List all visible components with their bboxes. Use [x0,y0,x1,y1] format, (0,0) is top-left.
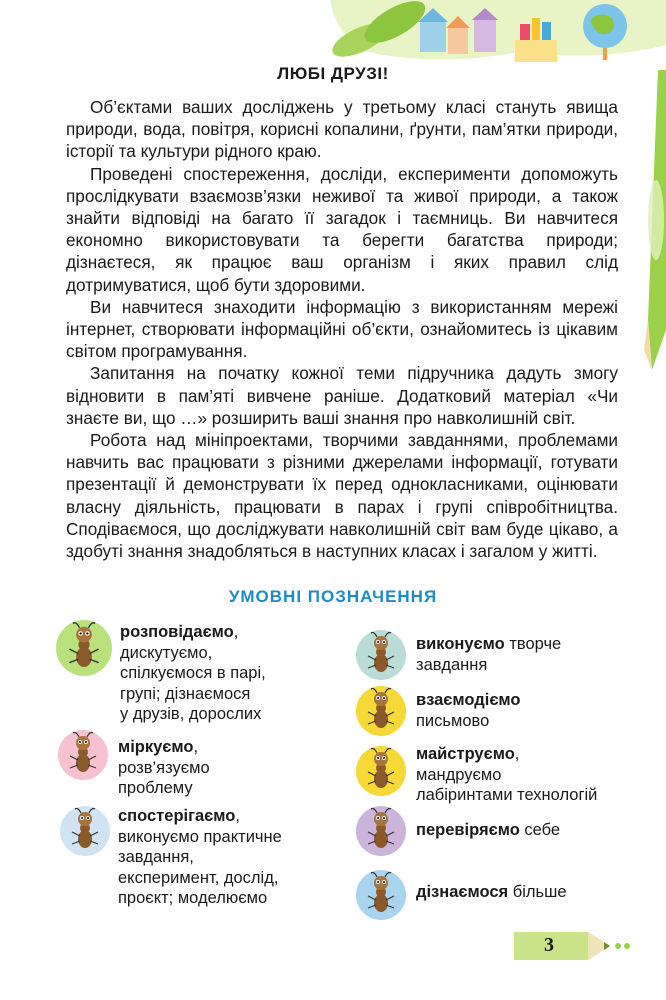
ants-talking-icon [56,620,112,676]
legend-item-think: міркуємо, розв’язуємо проблему [118,738,210,797]
ant-magnifier-icon [60,806,110,856]
legend-item-craft: майструємо, мандруємо лабіринтами технологій [416,745,598,804]
ant-check-icon [356,806,406,856]
legend-item-create: виконуємо творче завдання [416,635,562,674]
page-number: 3 [544,934,554,956]
paragraph: Ви навчитеся знаходити інформацію з використанням мережі інтернет, створювати інформаційні об’єкти, ознайомитесь із цікавим світом програмування. [66,296,618,362]
paragraph: Проведені спостереження, досліди, експерименти допоможуть прослідкувати взаємозв’язки неживої та живої природи, а також знайти відповіді на багато її загадок і таємниць. Ви навчитеся економно використовувати та берегти багатства природи; дізнаєтеся, як працює ваш організм і яких правил слід дотримуватися, щоб бути здоровими. [66,163,618,295]
paragraph: Запитання на початку кожної теми підручника дадуть змогу відновити в пам’яті вивчене раніше. Додатковий матеріал «Чи знаєте ви, що …» розширить ваші знання про навколишній світ. [66,363,618,428]
ant-thinking-icon [58,730,108,780]
ant-writing-icon [356,686,406,736]
legend-item-talk: розповідаємо, дискутуємо, спілкуємося в парі, групі; дізнаємося у друзів, дорослих [120,623,266,723]
legend-item-observe: спостерігаємо, виконуємо практичне завдання, експеримент, дослід, проєкт; моделюємо [118,807,282,907]
page-number-pencil [514,928,634,964]
legend-item-learn: дізнаємося більше [416,883,567,901]
legend-item-write: взаємодіємо письмово [416,691,521,730]
legend-item-check: перевіряємо себе [416,821,561,839]
paragraph: Об’єктами ваших досліджень у третьому класі стануть явища природи, вода, повітря, корисні копалини, ґрунти, пам’ятки природи, історії та культури рідного краю. [66,97,618,162]
page-title: ЛЮБІ ДРУЗІ! [277,64,389,83]
ant-creative-icon [356,630,406,680]
ant-tablet-icon [356,870,406,920]
ant-tools-icon [356,746,406,796]
paragraph: Робота над мініпроектами, творчими завданнями, проблемами навчить вас працювати з різними джерелами інформації, готувати презентації й демонструвати їх перед однокласниками, оцінювати власну діяльність, працювати в парах і групі співробітництва. Сподіваємося, що досліджувати навколишній світ вам буде цікаво, а здобуті знання знадобляться в наступних класах і загалом у житті. [66,430,618,562]
intro-text [66,96,618,562]
legend-title: УМОВНІ ПОЗНАЧЕННЯ [228,587,438,606]
